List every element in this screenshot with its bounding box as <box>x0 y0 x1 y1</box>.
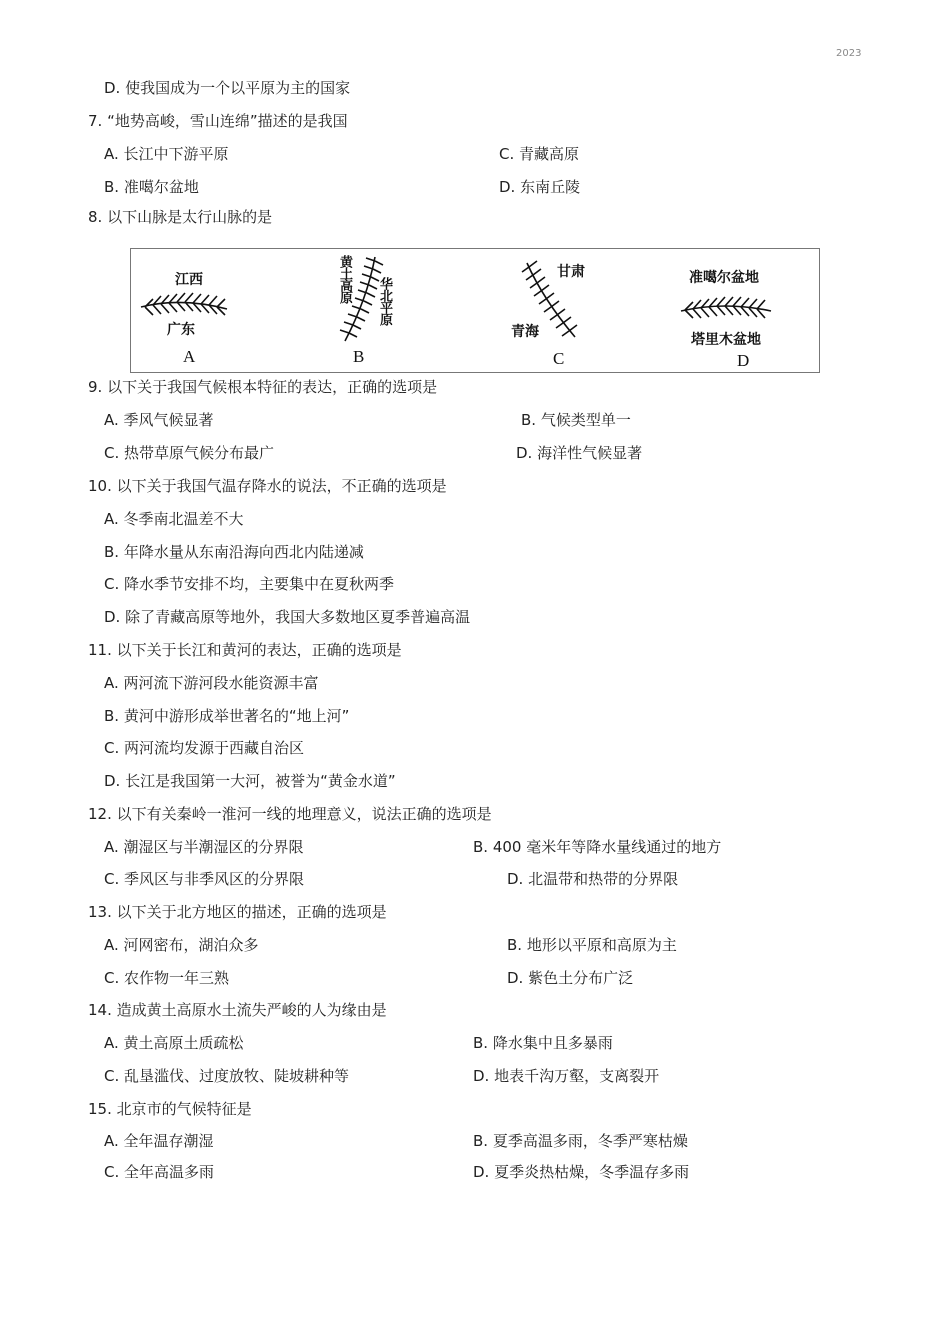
q7-option-d: D. 东南丘陵 <box>499 178 581 196</box>
q14-option-c: C. 乱垦滥伐、过度放牧、陡坡耕种等 <box>104 1067 350 1085</box>
q9-option-a: A. 季风气候显著 <box>104 411 214 429</box>
range-c-bottom-label: 青海 <box>511 324 539 340</box>
q10-option-d: D. 除了青藏高原等地外，我国大多数地区夏季普遍高温 <box>104 608 471 626</box>
range-c-letter: C <box>553 349 565 368</box>
range-b-letter: B <box>353 347 365 366</box>
q12-option-c: C. 季风区与非季风区的分界限 <box>104 870 305 888</box>
q7-option-c: C. 青藏高原 <box>499 145 580 163</box>
q12-option-d: D. 北温带和热带的分界限 <box>507 870 679 888</box>
q7-option-b: B. 准噶尔盆地 <box>104 178 199 196</box>
q13-option-b: B. 地形以平原和高原为主 <box>507 936 677 954</box>
q7-stem: 7. “地势高峻，雪山连绵”描述的是我国 <box>88 112 348 130</box>
range-d-letter: D <box>737 351 750 370</box>
q13-option-a: A. 河网密布，湖泊众多 <box>104 936 259 954</box>
q10-stem: 10. 以下关于我国气温存降水的说法，不正确的选项是 <box>88 477 447 495</box>
q15-option-b: B. 夏季高温多雨，冬季严寒枯燥 <box>473 1132 688 1150</box>
range-a-letter: A <box>183 347 196 366</box>
q9-option-c: C. 热带草原气候分布最广 <box>104 444 275 462</box>
q15-option-a: A. 全年温存潮湿 <box>104 1132 214 1150</box>
q14-option-d: D. 地表千沟万壑，支离裂开 <box>473 1067 660 1085</box>
q8-stem: 8. 以下山脉是太行山脉的是 <box>88 208 273 226</box>
q9-stem: 9. 以下关于我国气候根本特征的表达，正确的选项是 <box>88 378 438 396</box>
q11-option-d: D. 长江是我国第一大河，被誉为“黄金水道” <box>104 772 396 790</box>
range-d-shape <box>681 297 771 318</box>
q15-option-c: C. 全年高温多雨 <box>104 1163 215 1181</box>
q11-option-b: B. 黄河中游形成举世著名的“地上河” <box>104 707 350 725</box>
range-a-top-label: 江西 <box>175 272 203 288</box>
range-a-shape <box>141 293 227 315</box>
q10-option-a: A. 冬季南北温差不大 <box>104 510 244 528</box>
q15-stem: 15. 北京市的气候特征是 <box>88 1100 252 1118</box>
q7-option-a: A. 长江中下游平原 <box>104 145 229 163</box>
mountain-range-figure <box>130 248 820 373</box>
q11-stem: 11. 以下关于长江和黄河的表达，正确的选项是 <box>88 641 402 659</box>
q14-stem: 14. 造成黄土高原水土流失严峻的人为缘由是 <box>88 1001 387 1019</box>
range-a-bottom-label: 广东 <box>167 322 195 338</box>
q12-option-b: B. 400 毫米年等降水量线通过的地方 <box>473 838 722 856</box>
q12-stem: 12. 以下有关秦岭一淮河一线的地理意义，说法正确的选项是 <box>88 805 492 823</box>
q15-option-d: D. 夏季炎热枯燥，冬季温存多雨 <box>473 1163 690 1181</box>
q9-option-b: B. 气候类型单一 <box>521 411 631 429</box>
range-b-right-label: 华北平原 <box>377 277 392 325</box>
q10-option-c: C. 降水季节安排不均，主要集中在夏秋两季 <box>104 575 395 593</box>
q11-option-a: A. 两河流下游河段水能资源丰富 <box>104 674 319 692</box>
range-d-top-label: 准噶尔盆地 <box>689 270 759 286</box>
q14-option-a: A. 黄土高原土质疏松 <box>104 1034 244 1052</box>
q13-option-c: C. 农作物一年三熟 <box>104 969 230 987</box>
q14-option-b: B. 降水集中且多暴雨 <box>473 1034 613 1052</box>
range-d-bottom-label: 塔里木盆地 <box>691 332 761 348</box>
q6-option-d: D. 使我国成为一个以平原为主的国家 <box>104 79 351 97</box>
q13-stem: 13. 以下关于北方地区的描述，正确的选项是 <box>88 903 387 921</box>
q12-option-a: A. 潮湿区与半潮湿区的分界限 <box>104 838 304 856</box>
page-year: 2023 <box>836 48 862 59</box>
q10-option-b: B. 年降水量从东南沿海向西北内陆递减 <box>104 543 364 561</box>
q13-option-d: D. 紫色土分布广泛 <box>507 969 634 987</box>
q9-option-d: D. 海洋性气候显著 <box>516 444 643 462</box>
q11-option-c: C. 两河流均发源于西藏自治区 <box>104 739 305 757</box>
range-c-top-label: 甘肃 <box>557 264 585 280</box>
range-b-left-label: 黄土高原 <box>337 255 352 303</box>
